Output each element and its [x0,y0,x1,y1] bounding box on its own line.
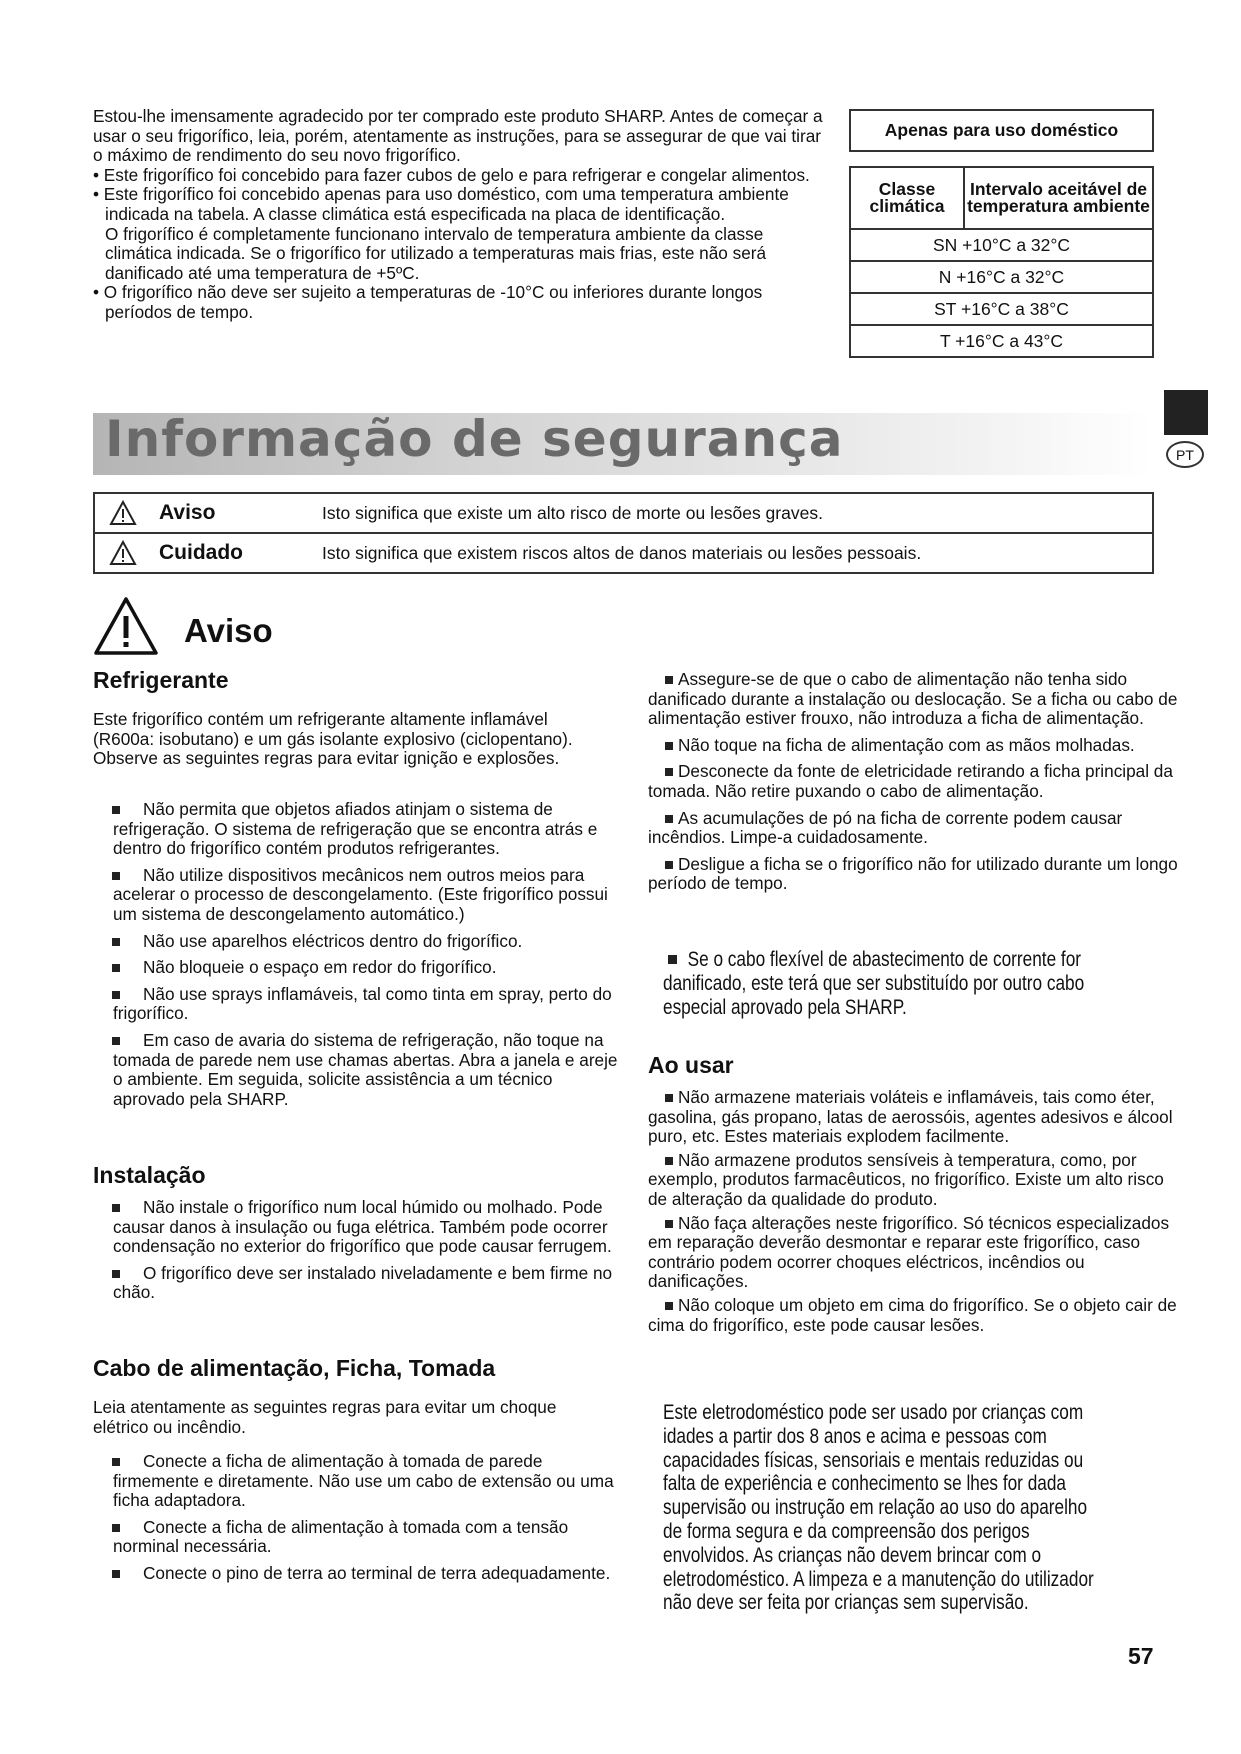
climate-row: SN +10°C a 32°C [850,229,1153,261]
list-item-text: Não permita que objetos afiados atinjam o sistema de refrigeração. O sistema de refrigeração que se encontra atrás e dentro do frigorífico contém produtos refrigerantes. [113,799,598,859]
instalacao-heading: Instalação [93,1162,206,1188]
list-item-text: Não faça alterações neste frigorífico. Só técnicos especializados em reparação deverão desmontar e reparar este frigorífico, caso contrário podem ocorrer choques eléctricos, incêndios ou danificações. [648,1212,1170,1292]
list-item [93,1198,620,1257]
list-item [648,1088,1186,1147]
list-item-text: Não utilize dispositivos mecânicos nem outros meios para acelerar o processo de descongelamento. (Este frigorífico possui um sistema de descongelamento automático.) [113,864,608,924]
ao-usar-list [648,1088,1186,1335]
list-item-text: Em caso de avaria do sistema de refrigeração, não toque na tomada de parede nem use chamas abertas. Abra a janela e areje o ambiente. Em seguida, solicite assistência a um técnico aprovado pela SHARP. [113,1029,618,1109]
list-item-text: Não use aparelhos eléctricos dentro do frigorífico. [143,930,523,951]
list-item [648,1151,1186,1210]
list-item [93,1031,620,1109]
climate-class-header: Classe climática [850,167,964,229]
list-item [648,1214,1186,1292]
warning-triangle-icon [109,500,137,526]
page-number: 57 [1128,1643,1154,1669]
list-item [93,1452,620,1511]
list-item-text: Não coloque um objeto em cima do frigorífico. Se o objeto cair de cima do frigorífico, este pode causar lesões. [648,1294,1177,1335]
list-item-text: Não instale o frigorífico num local húmido ou molhado. Pode causar danos à insulação ou fuga elétrica. Também pode ocorrer condensação no exterior do frigorífico que pode causar ferrugem. [113,1197,612,1257]
legend-description: Isto significa que existem riscos altos de danos materiais ou lesões pessoais. [322,542,922,563]
legend-row-cuidado [95,532,1152,572]
list-item [648,762,1186,801]
list-item [93,1264,620,1303]
warning-triangle-icon [109,540,137,566]
intro-bullet-1: • Este frigorífico foi concebido para fazer cubos de gelo e para refrigerar e congelar alimentos. [93,164,810,185]
language-badge: PT [1166,441,1204,468]
list-item [93,1518,620,1557]
intro-paragraph: Estou-lhe imensamente agradecido por ter comprado este produto SHARP. Antes de começar a usar o seu frigorífico, leia, porém, atentamente as instruções, para se assegurar de que vai tirar o máximo de rendimento do seu novo frigorífico. [93,106,823,166]
list-item-text: O frigorífico deve ser instalado niveladamente e bem firme no chão. [113,1262,613,1303]
legend-term: Cuidado [159,541,243,564]
list-item-text: Não armazene materiais voláteis e inflamáveis, tais como éter, gasolina, gás propano, latas de aerossóis, agentes adesivos e álcool puro, etc. Estes materiais explodem facilmente. [648,1087,1173,1147]
legend-description: Isto significa que existe um alto risco de morte ou lesões graves. [322,502,823,523]
list-item-text: Não armazene produtos sensíveis à temperatura, como, por exemplo, produtos farmacêuticos, no frigorífico. Existe um alto risco de alteração da qualidade do produto. [648,1149,1164,1209]
legend-row-aviso [95,494,1152,532]
list-item-text: Conecte a ficha de alimentação à tomada de parede firmemente e diretamente. Não use um cabo de extensão ou uma ficha adaptadora. [113,1451,614,1511]
intro-bullet-2: • Este frigorífico foi concebido apenas para uso doméstico, com uma temperatura ambiente indicada na tabela. A classe climática está especificada na placa de identificação. [93,184,789,224]
list-item-text: Não bloqueie o espaço em redor do frigorífico. [143,957,497,978]
list-item [648,670,1186,729]
instalacao-list [93,1198,620,1303]
list-item [93,866,620,925]
refrigerante-heading: Refrigerante [93,667,229,693]
list-item [648,1296,1186,1335]
intro-bullet-2-continued: O frigorífico é completamente funcionano intervalo de temperatura ambiente da classe climática indicada. Se o frigorífico for utilizado a temperaturas mais frias, este não será danificado até uma temperatura de +5ºC. [105,223,767,283]
cabo-list [93,1452,620,1584]
intro-text [93,107,828,323]
climate-row: ST +16°C a 38°C [850,293,1153,325]
list-item [93,932,620,952]
intro-bullet-3: • O frigorífico não deve ser sujeito a temperaturas de -10°C ou inferiores durante longos períodos de tempo. [93,282,763,322]
list-item [93,958,620,978]
refrigerante-list [93,800,620,1109]
list-item-text: Desligue a ficha se o frigorífico não for utilizado durante um longo período de tempo. [648,853,1178,894]
cord-replacement-note: Se o cabo flexível de abastecimento de corrente for danificado, este terá que ser substituído por outro cabo especial aprovado pela SHARP. [663,948,1085,1019]
climate-class-table [849,166,1154,358]
cabo-list-continued [648,670,1186,894]
list-item-text: Não toque na ficha de alimentação com as mãos molhadas. [678,734,1135,755]
list-item-text: Assegure-se de que o cabo de alimentação não tenha sido danificado durante a instalação ou deslocação. Se a ficha ou cabo de alimentação estiver frouxo, não introduza a ficha de alimentação. [648,669,1178,729]
list-item-text: Conecte o pino de terra ao terminal de terra adequadamente. [143,1562,611,1583]
legend-term: Aviso [159,501,216,524]
list-item-text: As acumulações de pó na ficha de corrente podem causar incêndios. Limpe-a cuidadosamente. [648,807,1123,848]
list-item [93,1564,620,1584]
language-tab-marker [1164,390,1208,435]
list-item-text: Desconecte da fonte de eletricidade retirando a ficha principal da tomada. Não retire puxando o cabo de alimentação. [648,761,1173,801]
domestic-use-box: Apenas para uso doméstico [849,109,1154,152]
list-item [93,800,620,859]
children-usage-note: Este eletrodoméstico pode ser usado por crianças com idades a partir dos 8 anos e acima e pessoas com capacidades físicas, sensoriais e mentais reduzidas ou falta de experiência e conhecimento se lhes for dada supervisão ou instrução em relação ao uso do aparelho de forma segura e da compreensão dos perigos envolvidos. As crianças não devem brincar com o eletrodoméstico. A limpeza e a manutenção do utilizador não deve ser feita por crianças sem supervisão. [663,1401,1094,1615]
aviso-heading: Aviso [184,612,273,649]
list-item [648,736,1186,756]
list-item [648,809,1186,848]
climate-row: N +16°C a 32°C [850,261,1153,293]
cabo-intro: Leia atentamente as seguintes regras para evitar um choque elétrico ou incêndio. [93,1397,557,1437]
list-item-text: Não use sprays inflamáveis, tal como tinta em spray, perto do frigorífico. [113,983,612,1024]
section-title: Informação de segurança [105,410,844,468]
warning-triangle-icon [93,596,159,656]
climate-row: T +16°C a 43°C [850,325,1153,357]
list-item [93,985,620,1024]
cabo-heading: Cabo de alimentação, Ficha, Tomada [93,1355,496,1381]
warning-legend [93,492,1154,574]
temperature-range-header: Intervalo aceitável de temperatura ambiente [964,167,1153,229]
refrigerante-intro: Este frigorífico contém um refrigerante altamente inflamável (R600a: isobutano) e um gás isolante explosivo (ciclopentano). Observe as seguintes regras para evitar ignição e explosões. [93,709,573,769]
list-item-text: Conecte a ficha de alimentação à tomada com a tensão norminal necessária. [113,1516,569,1557]
ao-usar-heading: Ao usar [648,1052,734,1078]
list-item [648,855,1186,894]
